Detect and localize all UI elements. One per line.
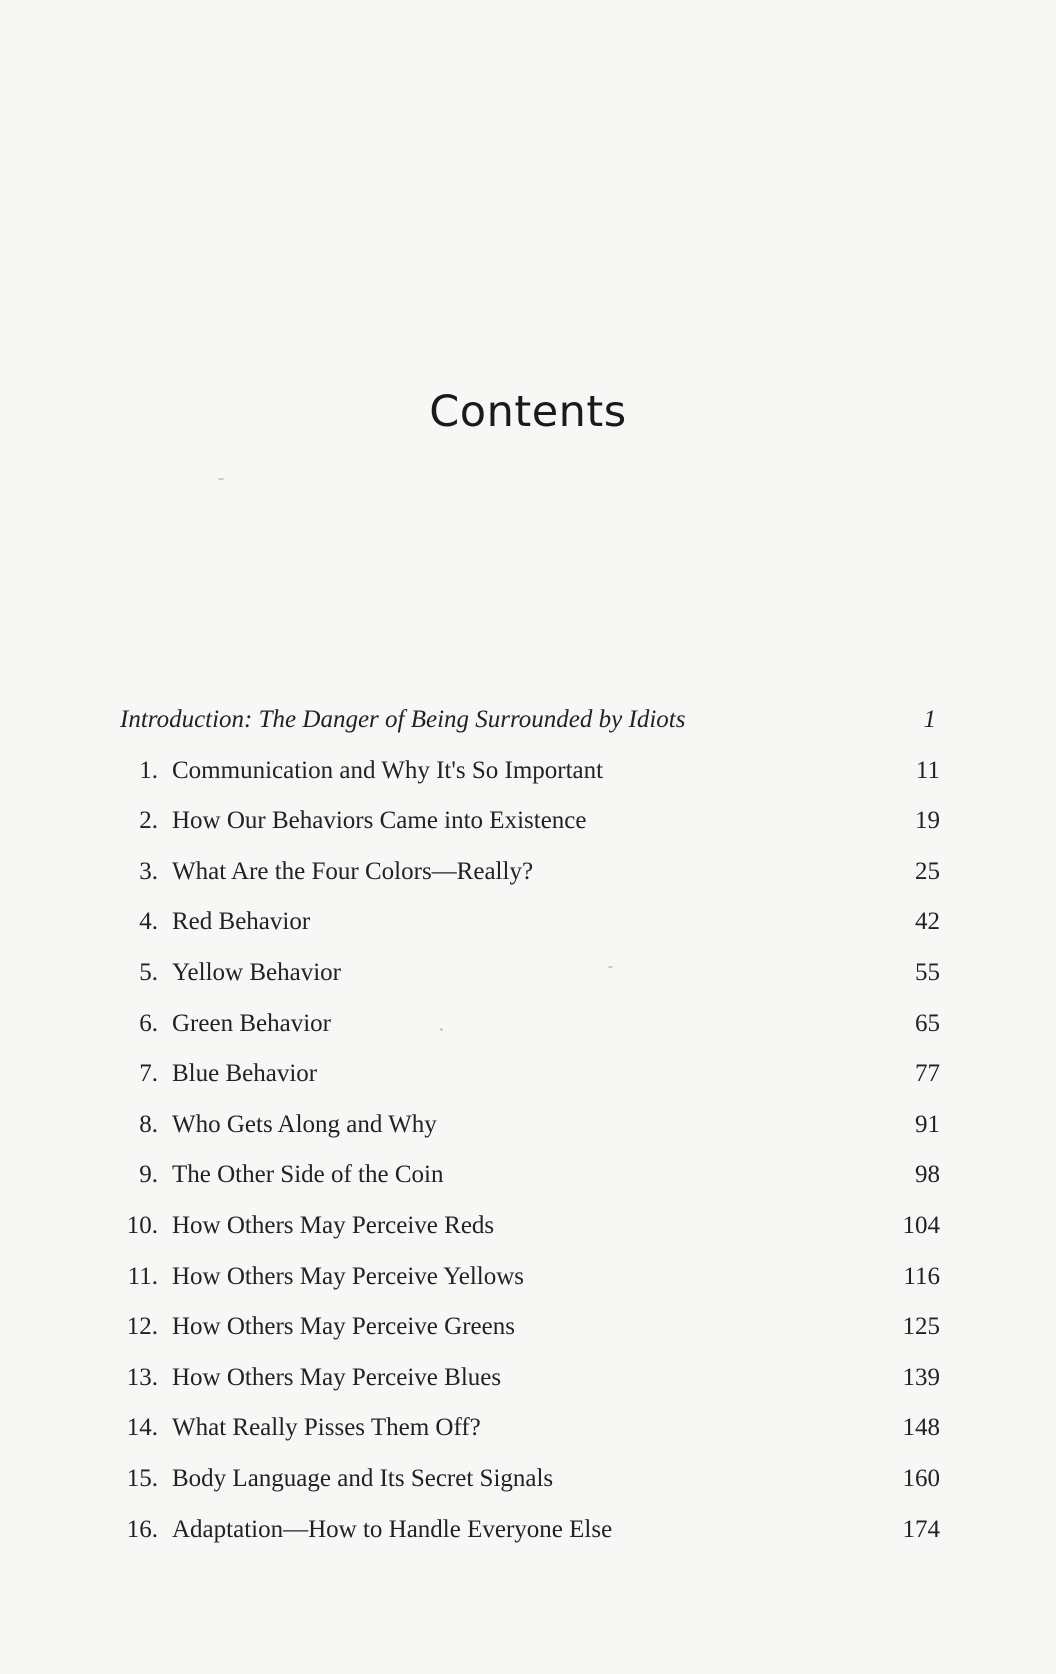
page-title: Contents xyxy=(429,386,627,437)
toc-entry[interactable] xyxy=(120,1252,940,1303)
toc-entry[interactable] xyxy=(120,897,940,948)
toc-entry-page: 160 xyxy=(902,1464,940,1492)
toc-entry-title: Body Language and Its Secret Signals xyxy=(172,1464,554,1492)
toc-entry-page: 42 xyxy=(915,908,940,936)
toc-entry-page: 55 xyxy=(915,958,940,986)
toc-entry[interactable] xyxy=(120,796,940,847)
toc-entry-number: 12. xyxy=(126,1313,158,1341)
toc-entry-page: 148 xyxy=(902,1414,940,1442)
toc-entry-page: 125 xyxy=(902,1313,940,1341)
toc-entry-number: 3. xyxy=(139,857,158,885)
toc-entry-title: How Others May Perceive Blues xyxy=(172,1363,502,1391)
toc-entry-number: 11. xyxy=(127,1262,158,1290)
toc-entry-number: 7. xyxy=(139,1060,158,1088)
table-of-contents xyxy=(120,695,940,1555)
toc-entry-number: 2. xyxy=(139,807,158,835)
toc-entry[interactable] xyxy=(120,1505,940,1556)
toc-entry-introduction[interactable] xyxy=(120,695,940,746)
toc-entry-page: 65 xyxy=(915,1009,940,1037)
toc-entry-title: Yellow Behavior xyxy=(172,958,341,986)
toc-entry-page: 25 xyxy=(915,857,940,885)
toc-entry[interactable] xyxy=(120,948,940,999)
toc-entry[interactable] xyxy=(120,1302,940,1353)
toc-entry-title: Communication and Why It's So Important xyxy=(172,756,604,784)
toc-entry-title: Adaptation—How to Handle Everyone Else xyxy=(172,1515,613,1543)
toc-entry-title: What Are the Four Colors—Really? xyxy=(172,857,534,885)
toc-entry-title: How Our Behaviors Came into Existence xyxy=(172,807,587,835)
toc-entry[interactable] xyxy=(120,1049,940,1100)
toc-entry-number: 1. xyxy=(139,756,158,784)
toc-entry-title: The Other Side of the Coin xyxy=(172,1161,444,1189)
toc-entry-number: 6. xyxy=(139,1009,158,1037)
toc-entry-number: 16. xyxy=(126,1515,158,1543)
toc-entry-number: 10. xyxy=(126,1211,158,1239)
toc-entry-number: 13. xyxy=(126,1363,158,1391)
toc-entry-page: 19 xyxy=(915,807,940,835)
toc-entry-page: 1 xyxy=(923,706,936,733)
toc-entry[interactable] xyxy=(120,1100,940,1151)
toc-entry-page: 116 xyxy=(903,1262,940,1290)
toc-entry-page: 174 xyxy=(902,1515,940,1543)
toc-entry-title: Blue Behavior xyxy=(172,1060,318,1088)
toc-entry-title: Who Gets Along and Why xyxy=(172,1110,437,1138)
toc-entry[interactable] xyxy=(120,999,940,1050)
toc-entry-title: How Others May Perceive Yellows xyxy=(172,1262,525,1290)
toc-entry-title: Red Behavior xyxy=(172,908,311,936)
toc-entry[interactable] xyxy=(120,1201,940,1252)
toc-entry-number: 4. xyxy=(139,908,158,936)
toc-entry[interactable] xyxy=(120,1403,940,1454)
toc-entry-title: Introduction: The Danger of Being Surrounded by Idiots xyxy=(120,706,686,733)
toc-entry-title: How Others May Perceive Reds xyxy=(172,1211,495,1239)
toc-entry-title: How Others May Perceive Greens xyxy=(172,1313,515,1341)
toc-entry-page: 104 xyxy=(902,1211,940,1239)
toc-entry-page: 11 xyxy=(915,756,940,784)
toc-entry-page: 139 xyxy=(902,1363,940,1391)
toc-entry-number: 9. xyxy=(139,1161,158,1189)
toc-entry-number: 8. xyxy=(139,1110,158,1138)
toc-entry-number: 15. xyxy=(126,1464,158,1492)
toc-entry[interactable] xyxy=(120,1353,940,1404)
toc-entry-number: 14. xyxy=(126,1414,158,1442)
toc-entry-page: 98 xyxy=(915,1161,940,1189)
toc-entry-title: What Really Pisses Them Off? xyxy=(172,1414,481,1442)
scan-speck xyxy=(218,478,224,480)
toc-entry[interactable] xyxy=(120,1454,940,1505)
toc-entry[interactable] xyxy=(120,847,940,898)
toc-entry[interactable] xyxy=(120,1150,940,1201)
toc-entry-number: 5. xyxy=(139,958,158,986)
toc-entry[interactable] xyxy=(120,746,940,797)
toc-entry-page: 91 xyxy=(915,1110,940,1138)
toc-entry-page: 77 xyxy=(915,1060,940,1088)
toc-entry-title: Green Behavior xyxy=(172,1009,331,1037)
